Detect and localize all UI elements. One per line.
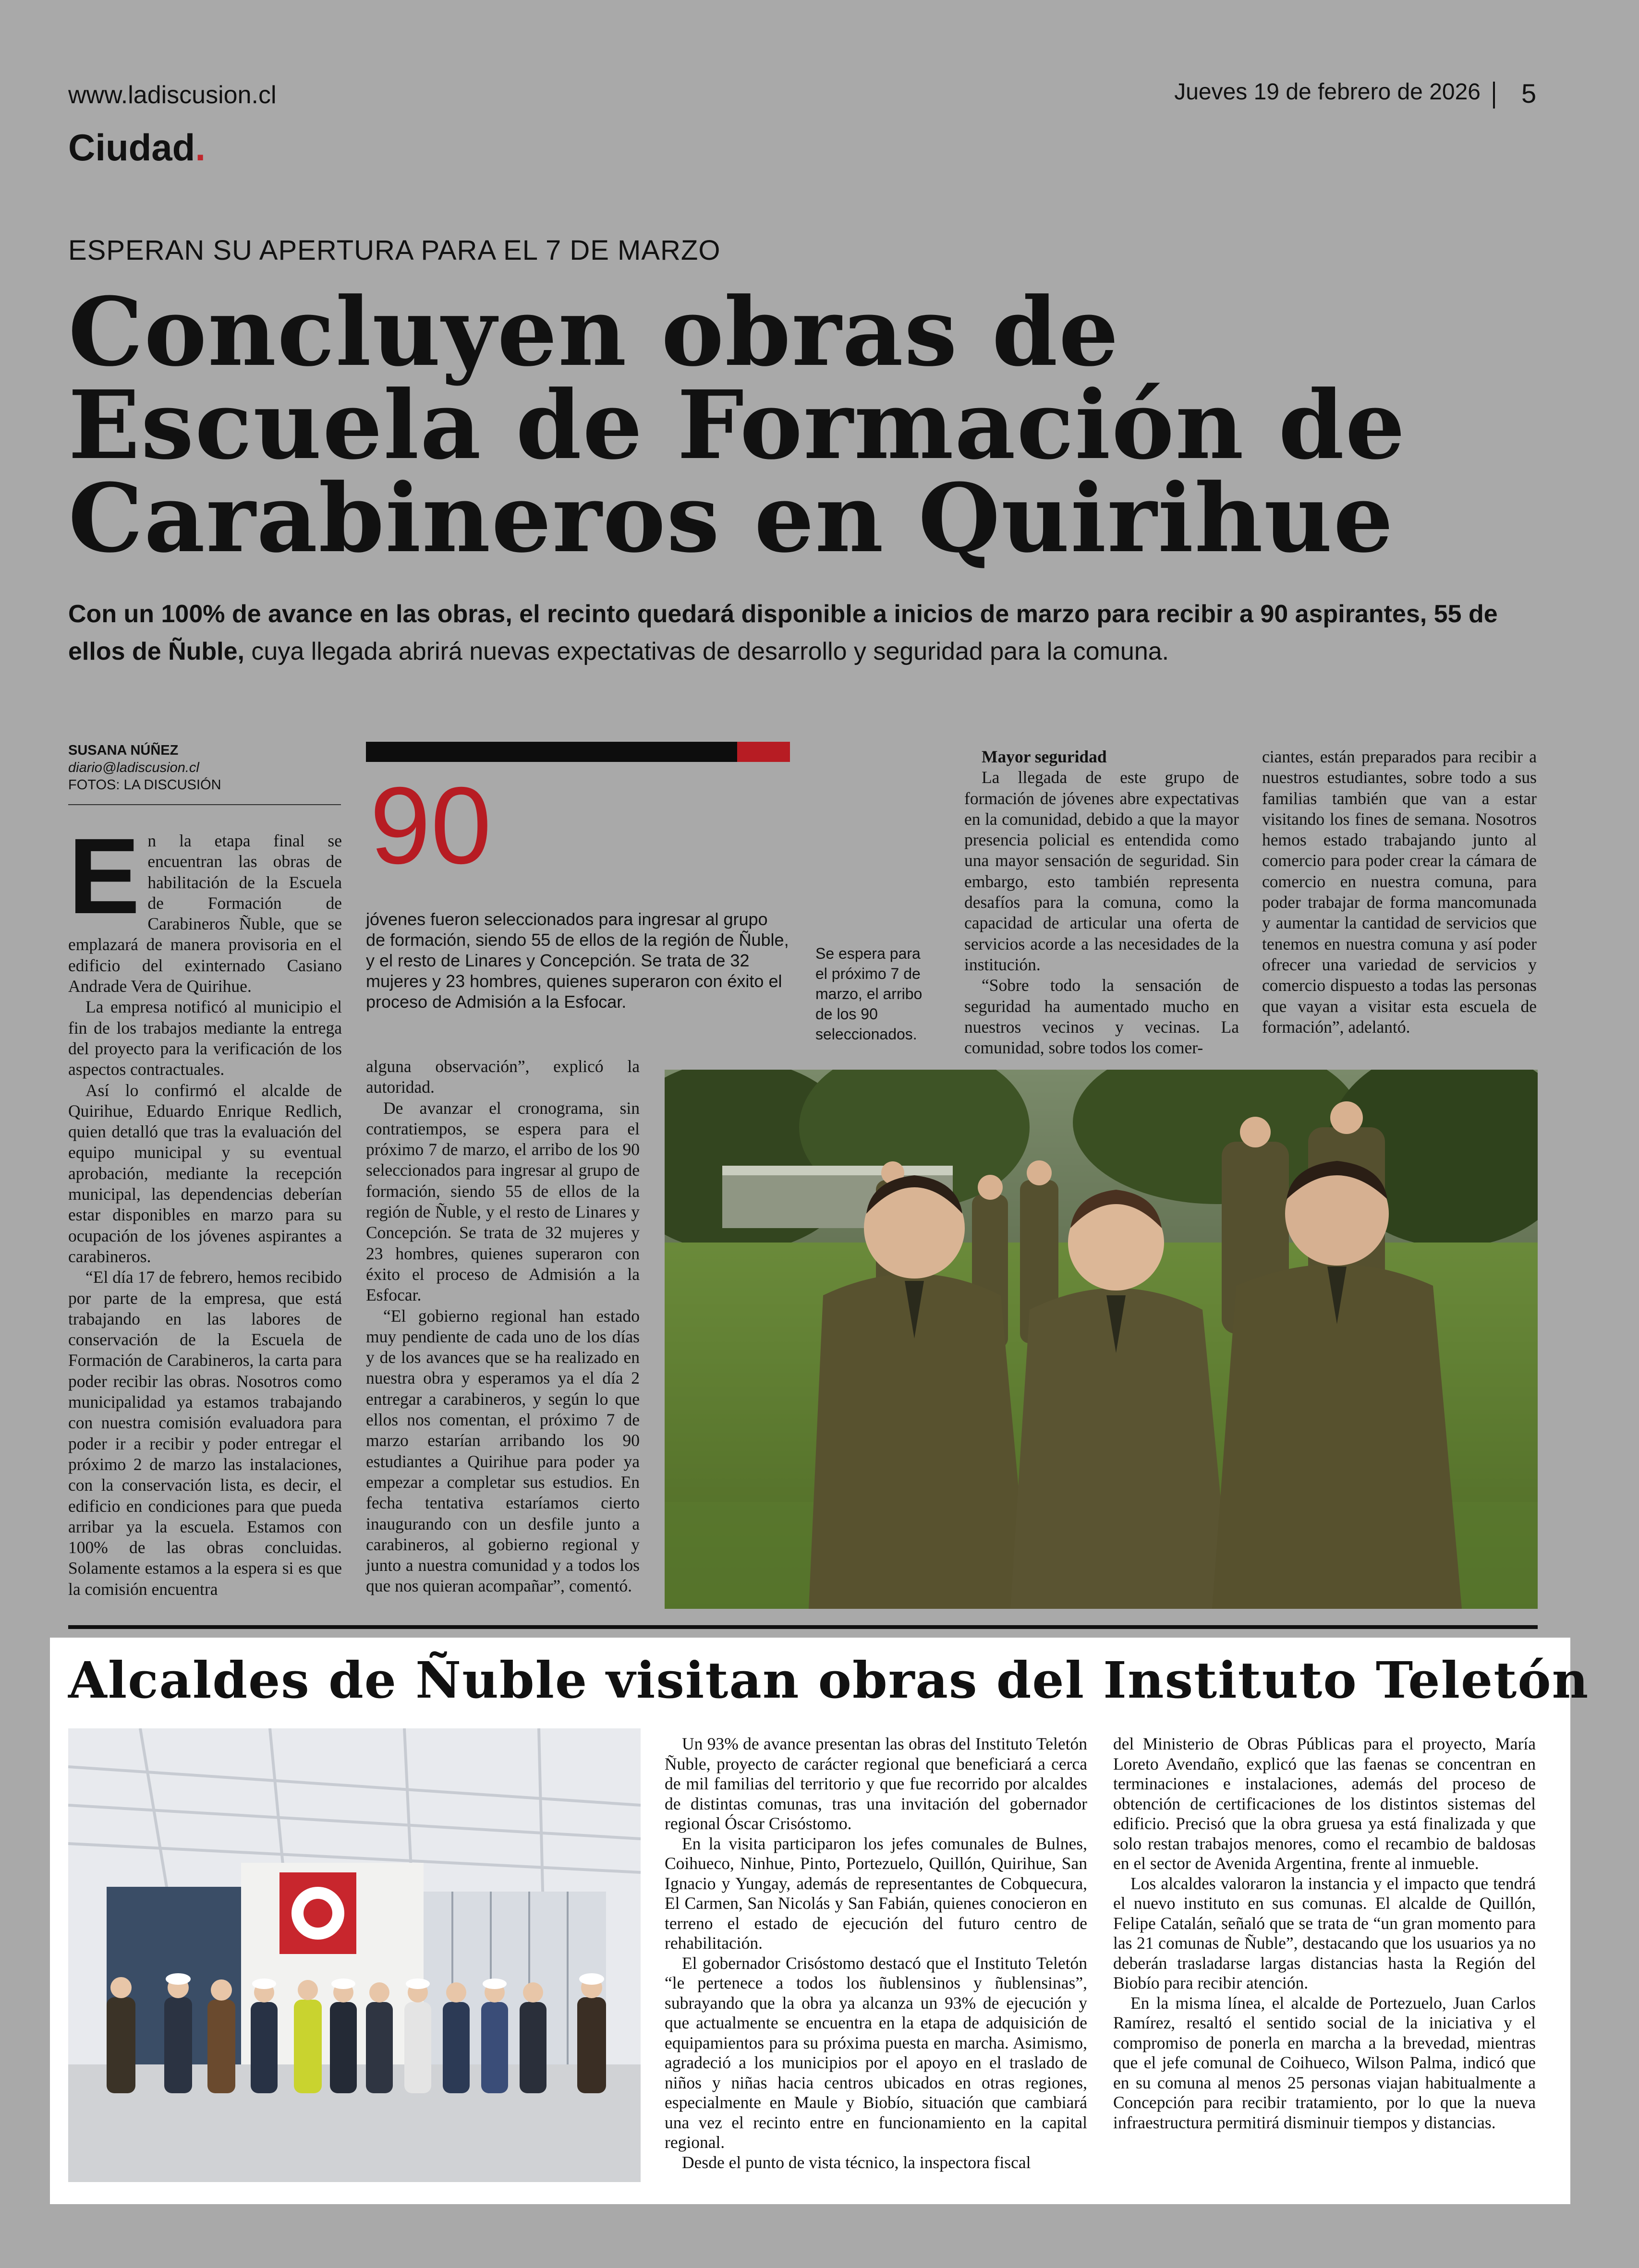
deck-bold: Con un 100% de avance en las obras, el recinto quedará disponible a inicios de marzo para recibir a 90 aspirantes, 55 de ellos de Ñuble, <box>68 600 1498 665</box>
paragraph: “Sobre todo la sensación de seguridad ha aumentado mucho en nuestros vecinos y vecinas. La comunidad, sobre todos los comer- <box>964 976 1239 1058</box>
paragraph: Así lo confirmó el alcalde de Quirihue, Eduardo Enrique Redlich, quien detalló que tras la evaluación del equipo municipal y su eventual aprobación, mediante la recepción municipal, las dependencias deberían estar disponibles en marzo para su ocupación de los jóvenes aspirantes a carabineros. <box>68 1080 342 1266</box>
stat-text: jóvenes fueron seleccionados para ingresar al grupo de formación, siendo 55 de ellos de la región de Ñuble, y el resto de Linares y Concepción. Se trata de 32 mujeres y 23 hombres, quienes superaron con éxito el proceso de Admisión a la Esfocar. <box>366 909 789 1012</box>
byline-rule <box>68 804 341 805</box>
stat-bar-black <box>366 742 737 762</box>
site-url[interactable]: www.ladiscusion.cl <box>68 81 277 109</box>
issue-date: Jueves 19 de febrero de 2026 <box>1174 79 1481 105</box>
author-name: SUSANA NÚÑEZ <box>68 743 179 758</box>
byline <box>68 742 342 794</box>
photo-credit: FOTOS: LA DISCUSIÓN <box>68 777 221 793</box>
sidebar-column-1 <box>665 1734 1087 2172</box>
paragraph: En la visita participaron los jefes comunales de Bulnes, Coihueco, Ninhue, Pinto, Portezuelo, Quillón, Quirihue, San Ignacio y Yungay, además de representantes de Cobquecura, El Carmen, San Nicolás y San Fabián, quienes conocieron en terreno el estado de ejecución del futuro centro de rehabilitación. <box>665 1834 1087 1953</box>
author-email[interactable]: diario@ladiscusion.cl <box>68 760 199 775</box>
paragraph: “El gobierno regional han estado muy pendiente de cada uno de los días y de los avances que se ha realizado en nuestra obra y esperamos ya el día 2 entregar a carabineros, y según lo que ellos nos comentan, el próximo 7 de marzo estarían arribando los 90 estudiantes a Quirihue para poder ya empezar a completar sus estudios. En fecha tentativa estaríamos cierto inaugurando con un desfile junto a carabineros, al gobierno regional y junto a nuestra comunidad y a todos los que nos quieran acompañar”, comentó. <box>366 1306 640 1596</box>
article-headline <box>68 277 1509 574</box>
paragraph: En la misma línea, el alcalde de Portezuelo, Juan Carlos Ramírez, resaltó el sentido social de la iniciativa y el compromiso de ponerla en marcha a la brevedad, mientras que el jefe comunal de Coihueco, Wilson Palma, indicó que en su comuna al menos 25 personas viajan habitualmente a Concepción para recibir tratamiento, por lo que la nueva infraestructura permitirá disminuir tiempos y distancias. <box>1113 1993 1536 2132</box>
paragraph: alguna observación”, explicó la autoridad. <box>366 1057 640 1097</box>
sidebar-column-2 <box>1113 1734 1536 2133</box>
paragraph: De avanzar el cronograma, sin contratiempos, se espera para el próximo 7 de marzo, el arribo de los 90 seleccionados para ingresar al grupo de formación, siendo 55 de ellos de la región de Ñuble, y el resto de Linares y Concepción. Se trata de 32 mujeres y 23 hombres, quienes superaron con éxito el proceso de Admisión a la Esfocar. <box>366 1098 640 1305</box>
paragraph: El gobernador Crisóstomo destacó que el Instituto Teletón “le pertenece a todos los ñublensinos y ñublensinas”, subrayando que la obra ya alcanza un 93% de ejecución y que actualmente se encuentra en la etapa de adquisición de equipamientos para su próxima puesta en marcha. Asimismo, agradeció a los municipios por el apoyo en el traslado de niños y niñas hacia centros ubicados en otras regiones, especialmente en Maule y Biobío, situación que cambiará una vez el recinto entre en funcionamiento en la capital regional. <box>665 1953 1087 2152</box>
paragraph: “El día 17 de febrero, hemos recibido por parte de la empresa, que está trabajando en las labores de conservación de la Escuela de Formación de Carabineros, la carta para poder recibir las obras. Nosotros como municipalidad ya estamos trabajando con nuestra comisión evaluadora para poder ir a recibir y poder entregar el próximo 2 de marzo las instalaciones, con la conservación lista, es decir, el edificio en condiciones para que pueda arribar ya la escuela. Estamos con 100% de las obras concluidas. Solamente estamos a la espera si es que la comisión encuentra <box>68 1267 342 1599</box>
paragraph: Un 93% de avance presentan las obras del Instituto Teletón Ñuble, proyecto de carácter regional que beneficiará a cerca de mil familias del territorio y que fue recorrido por alcaldes de distintas comunas, tras una invitación del gobernador regional Óscar Crisóstomo. <box>665 1734 1087 1833</box>
article-deck <box>68 595 1538 670</box>
paragraph: La llegada de este grupo de formación de jóvenes abre expectativas en la comunidad, debido a que la mayor presencia policial es entendida como una mayor sensación de seguridad. Sin embargo, esto también representa desafíos para la comuna, como la capacidad de articular una oferta de servicios acorde a las necesidades de la institución. <box>964 768 1239 974</box>
paragraph: La empresa notificó al municipio el fin de los trabajos mediante la entrega del proyecto para la verificación de los aspectos contractuales. <box>68 997 342 1079</box>
article-column-3 <box>964 747 1239 1058</box>
paragraph: Desde el punto de vista técnico, la inspectora fiscal <box>682 2152 1031 2172</box>
stat-bar-red <box>737 742 790 762</box>
headline-line: Escuela de Formación de <box>68 370 1406 481</box>
article-column-4 <box>1262 747 1537 1037</box>
sidebar-title: Alcaldes de Ñuble visitan obras del Instituto Teletón <box>68 1651 1590 1710</box>
first-paragraph <box>68 816 342 997</box>
sidebar-photo <box>68 1728 641 2182</box>
drop-cap: E <box>68 816 140 936</box>
subhead: Mayor seguridad <box>982 747 1107 766</box>
paragraph: del Ministerio de Obras Públicas para el proyecto, María Loreto Avendaño, explicó que las faenas se concentran en terminaciones e instalaciones, además del proceso de obtención de certificaciones de los distintos sistemas del edificio. Precisó que la obra gruesa ya está finalizada y que solo restan trabajos menores, como el recambio de baldosas en el sector de Avenida Argentina, frente al inmueble. <box>1113 1734 1536 1873</box>
section-name: Ciudad <box>68 126 195 169</box>
headline-line: Carabineros en Quirihue <box>68 463 1395 574</box>
first-paragraph-text: n la etapa final se encuentran las obras de habilitación de la Escuela de Formación de Carabineros Ñuble, que se emplazará de manera provisoria en el edificio del exinternado Casiano Andrade Vera de Quirihue. <box>68 831 342 996</box>
section-dot: . <box>195 126 206 169</box>
page-number: 5 <box>1521 78 1537 109</box>
main-photo <box>665 1070 1538 1609</box>
article-column-2 <box>366 1056 640 1597</box>
header-divider <box>1493 82 1495 109</box>
section-rule <box>68 1625 1538 1629</box>
photo-caption: Se espera para el próximo 7 de marzo, el arribo de los 90 seleccionados. <box>815 945 923 1043</box>
deck-regular: cuya llegada abrirá nuevas expectativas de desarrollo y seguridad para la comuna. <box>244 638 1169 665</box>
paragraph: Los alcaldes valoraron la instancia y el impacto que tendrá el nuevo instituto en sus comunas. El alcalde de Quillón, Felipe Catalán, señaló que se trata de “un gran momento para las 21 comunas de Ñuble”, destacando que los usuarios ya no deberán trasladarse largas distancias hasta la Región del Biobío para recibir atención. <box>1113 1873 1536 1992</box>
section-label <box>68 126 206 169</box>
paragraph: ciantes, están preparados para recibir a nuestros estudiantes, sobre todo a sus familias también que van a estar visitando los fines de semana. Nosotros hemos estado trabajando junto al comercio para poder crear la cámara de comercio en nuestra comuna, para poder trabajar de forma mancomunada y aumentar la cantidad de servicios que tenemos en nuestra comuna y así poder ofrecer una variedad de servicios y comercio dispuesto a todas las personas que vayan a visitar esta escuela de formación”, adelantó. <box>1262 747 1537 1037</box>
headline-line: Concluyen obras de <box>68 277 1120 387</box>
article-kicker: ESPERAN SU APERTURA PARA EL 7 DE MARZO <box>68 235 721 266</box>
stat-number: 90 <box>370 765 492 887</box>
article-column-1 <box>68 816 342 1600</box>
